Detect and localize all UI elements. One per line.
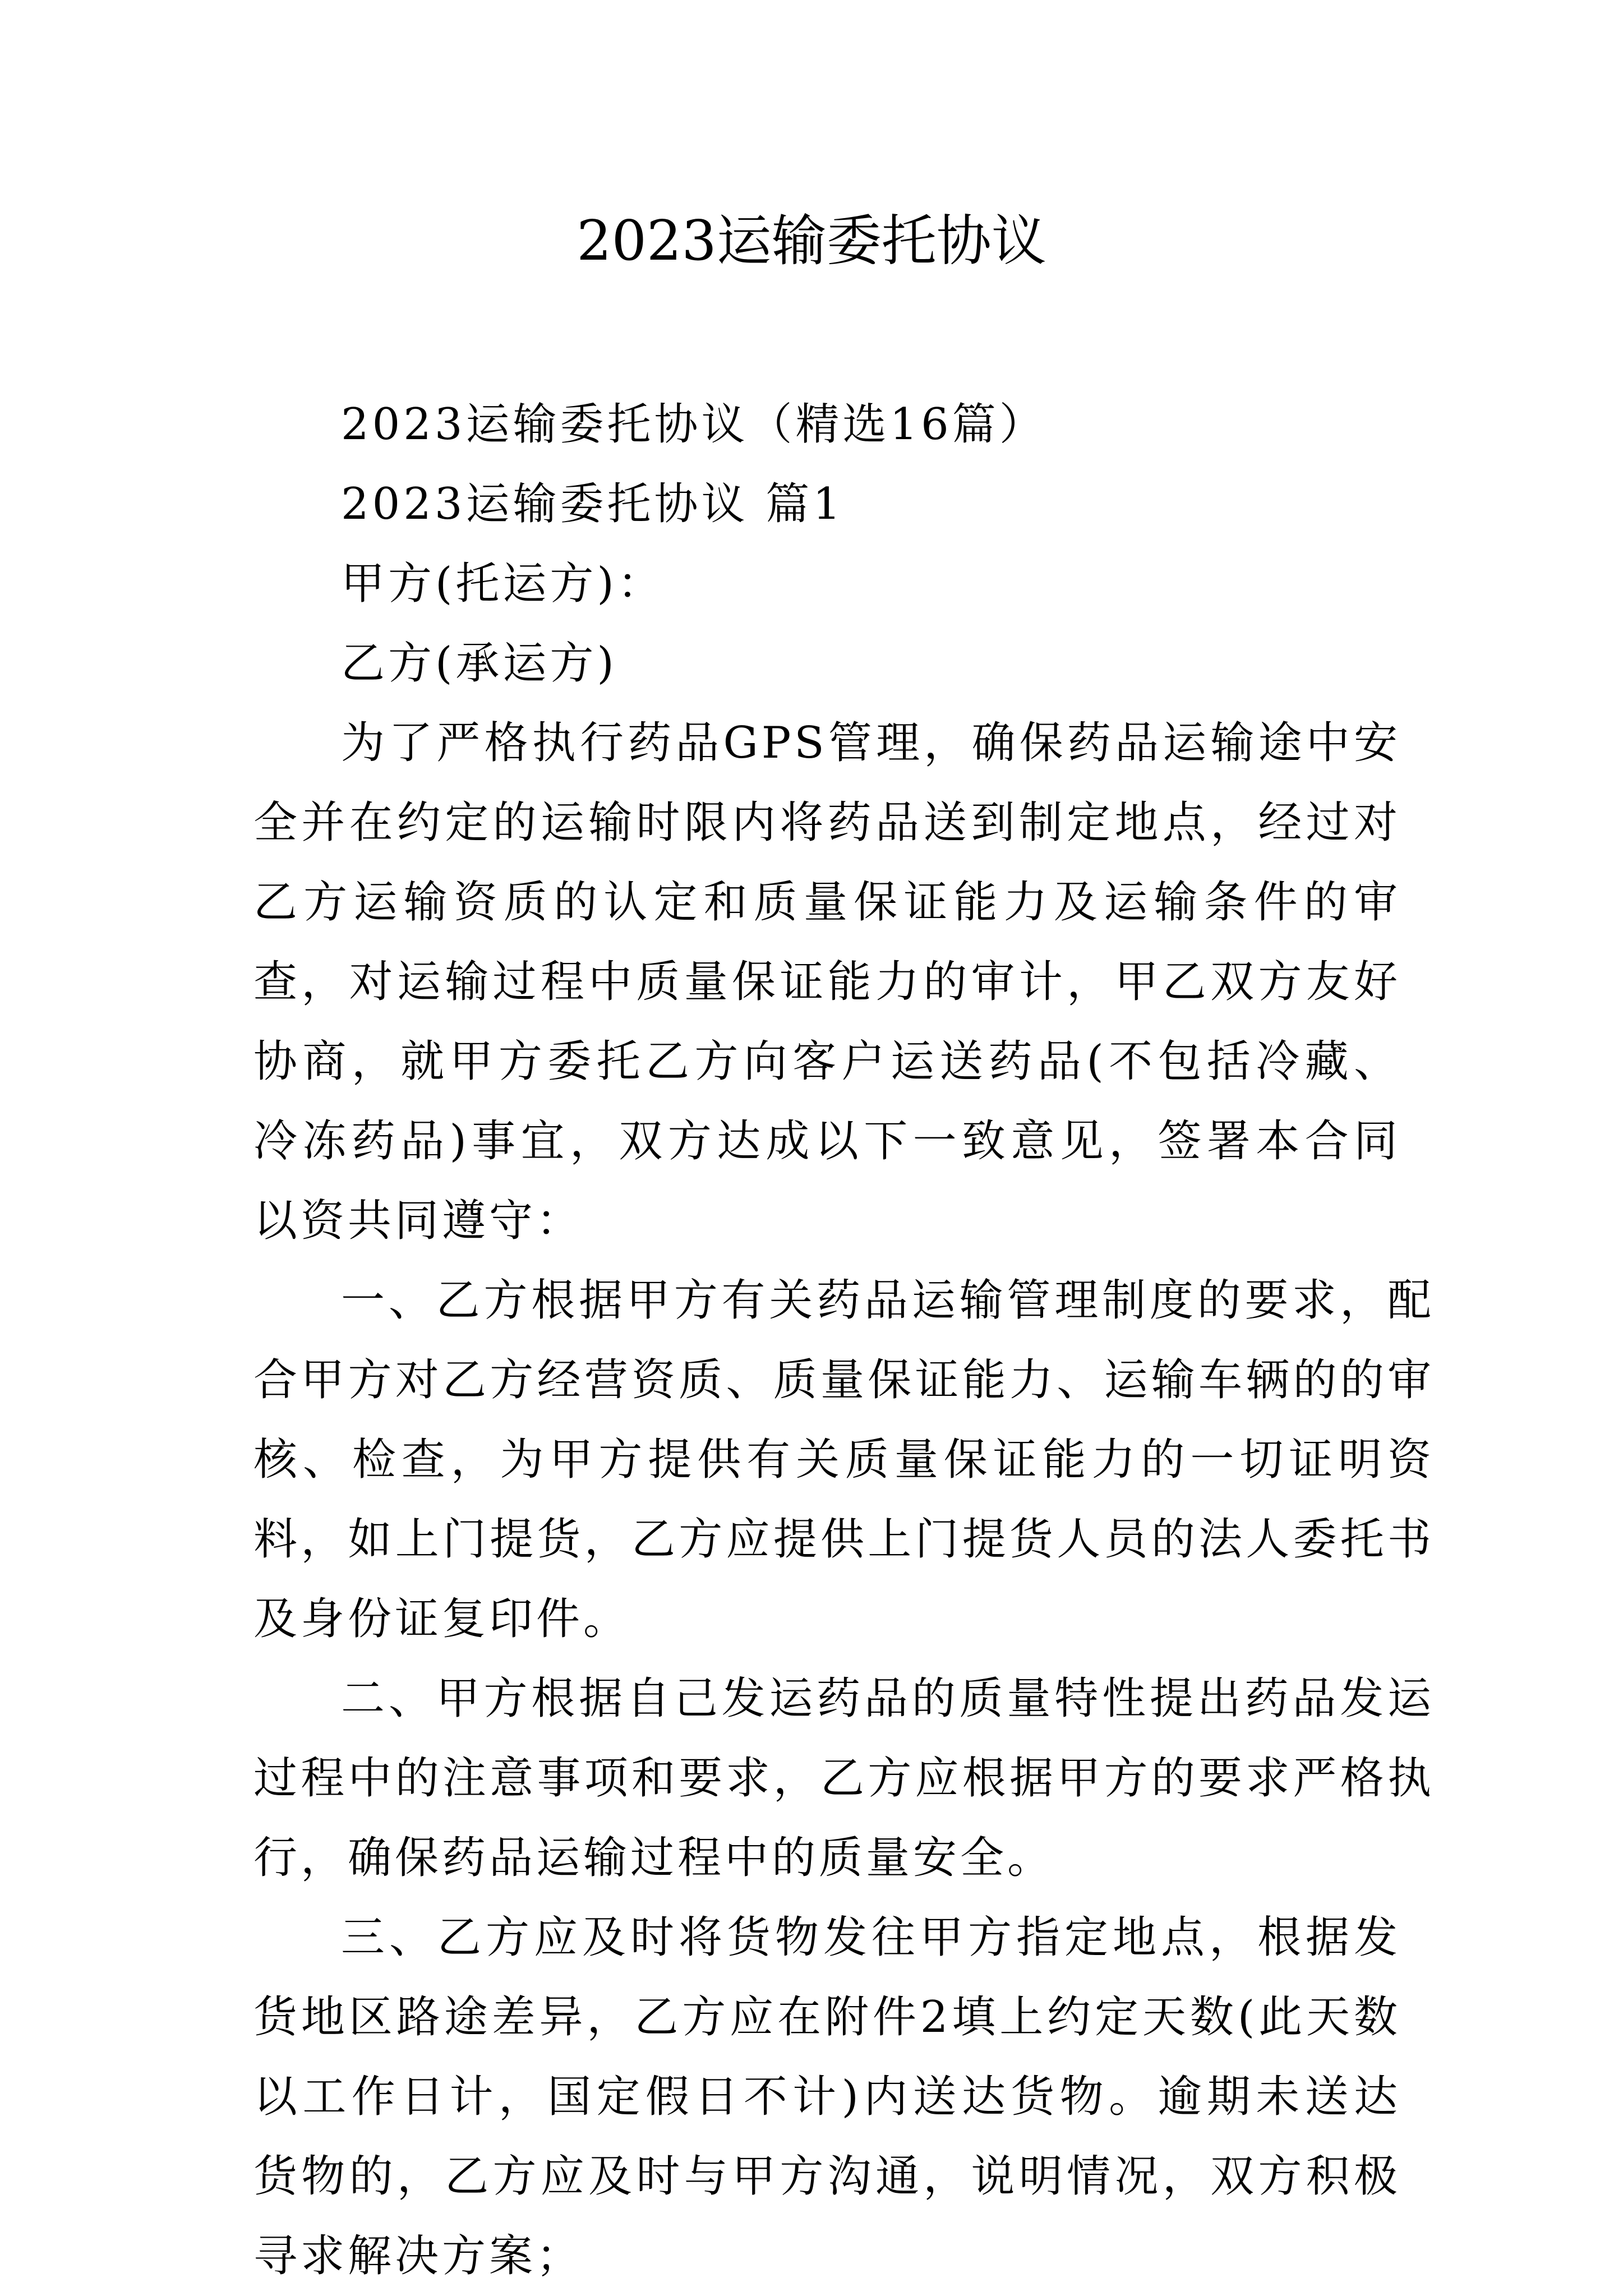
preamble-paragraph: 为了严格执行药品GPS管理，确保药品运输途中安全并在约定的运输时限内将药品送到制定地点，经过对乙方运输资质的认定和质量保证能力及运输条件的审查，对运输过程中质量保证能力的审计，甲乙双方友好协商，就甲方委托乙方向客户运送药品(不包括冷藏、冷冻药品)事宜，双方达成以下一致意见，签署本合同以资共同遵守： <box>253 718 1401 1246</box>
clause-3-paragraph: 三、乙方应及时将货物发往甲方指定地点，根据发货地区路途差异，乙方应在附件2填上约定天数(此天数以工作日计，国定假日不计)内送达货物。逾期未送达货物的，乙方应及时与甲方沟通，说明情况，双方积极寻求解决方案； <box>253 1912 1401 2281</box>
clause-2-paragraph: 二、甲方根据自己发运药品的质量特性提出药品发运过程中的注意事项和要求，乙方应根据甲方的要求严格执行，确保药品运输过程中的质量安全。 <box>253 1673 1435 1883</box>
document-title: 2023运输委托协议 <box>577 209 1046 273</box>
party-b-line: 乙方(承运方) <box>341 638 617 689</box>
section-heading: 2023运输委托协议 篇1 <box>341 479 844 529</box>
document-body <box>253 385 1435 2296</box>
party-a-line: 甲方(托运方)： <box>341 559 665 609</box>
clause-1-paragraph: 一、乙方根据甲方有关药品运输管理制度的要求，配合甲方对乙方经营资质、质量保证能力、运输车辆的的审核、检查，为甲方提供有关质量保证能力的一切证明资料，如上门提货，乙方应提供上门提货人员的法人委托书及身份证复印件。 <box>253 1275 1435 1644</box>
subtitle-line: 2023运输委托协议（精选16篇） <box>341 399 1046 450</box>
